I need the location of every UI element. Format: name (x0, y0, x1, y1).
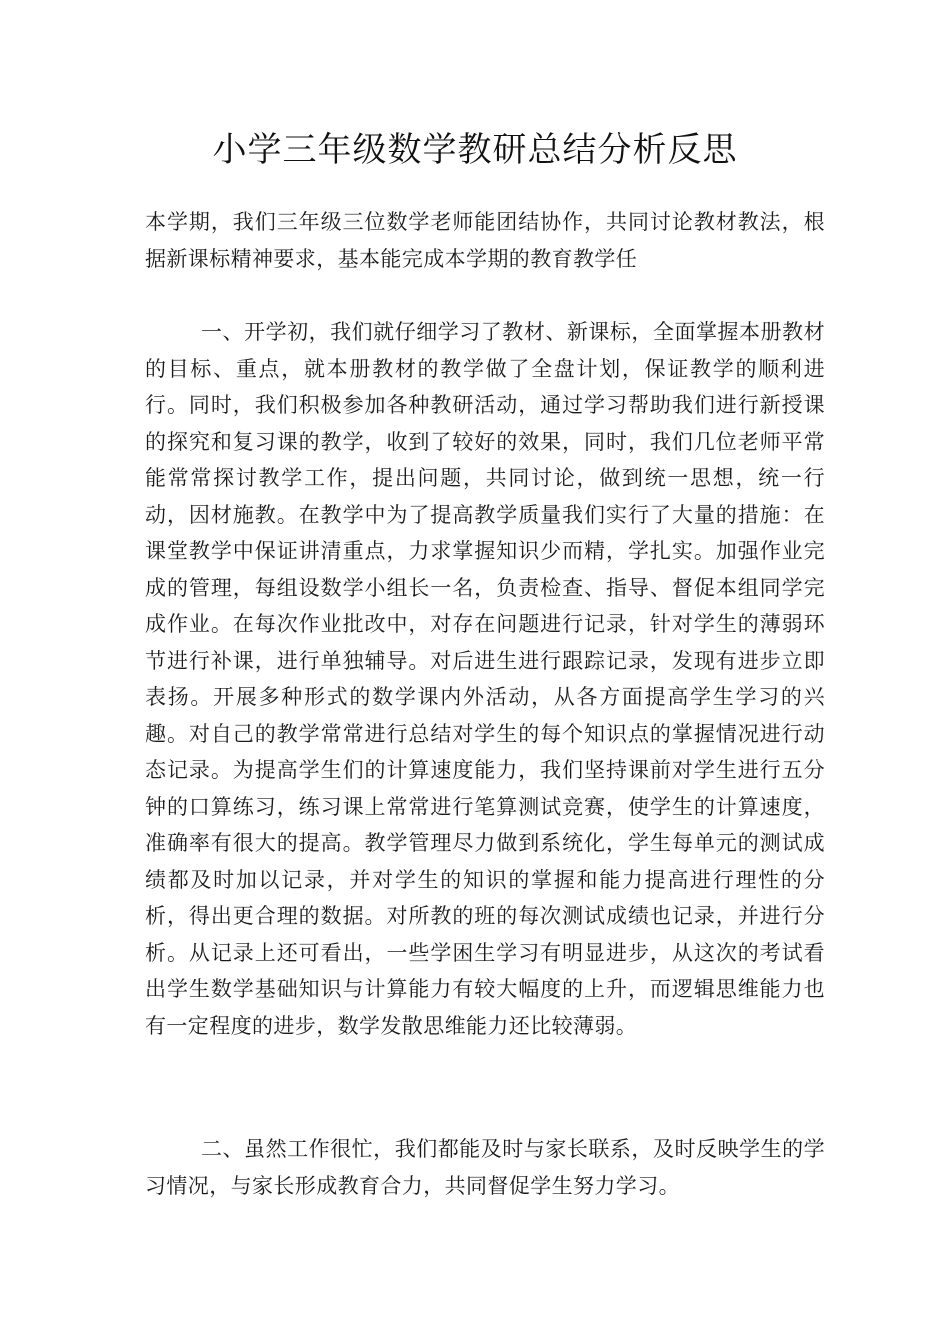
section-two-paragraph: 二、虽然工作很忙，我们都能及时与家长联系，及时反映学生的学习情况，与家长形成教育合力，共同督促学生努力学习。 (145, 1137, 825, 1198)
intro-paragraph: 本学期，我们三年级三位数学老师能团结协作，共同讨论教材教法，根据新课标精神要求，基本能完成本学期的教育教学任 (145, 210, 825, 271)
document-title: 小学三年级数学教研总结分析反思 (212, 130, 738, 170)
section-one-paragraph: 一、开学初，我们就仔细学习了教材、新课标，全面掌握本册教材的目标、重点，就本册教材的教学做了全盘计划，保证教学的顺利进行。同时，我们积极参加各种教研活动，通过学习帮助我们进行新授课的探究和复习课的教学，收到了较好的效果，同时，我们几位老师平常能常常探讨教学工作，提出问题，共同讨论，做到统一思想，统一行动，因材施教。在教学中为了提高教学质量我们实行了大量的措施：在课堂教学中保证讲清重点，力求掌握知识少而精，学扎实。加强作业完成的管理，每组设数学小组长一名，负责检查、指导、督促本组同学完成作业。在每次作业批改中，对存在问题进行记录，针对学生的薄弱环节进行补课，进行单独辅导。对后进生进行跟踪记录，发现有进步立即表扬。开展多种形式的数学课内外活动，从各方面提高学生学习的兴趣。对自己的教学常常进行总结对学生的每个知识点的掌握情况进行动态记录。为提高学生们的计算速度能力，我们坚持课前对学生进行五分钟的口算练习，练习课上常常进行笔算测试竞赛，使学生的计算速度，准确率有很大的提高。教学管理尽力做到系统化，学生每单元的测试成绩都及时加以记录，并对学生的知识的掌握和能力提高进行理性的分析，得出更合理的数据。对所教的班的每次测试成绩也记录，并进行分析。从记录上还可看出，一些学困生学习有明显进步，从这次的考试看出学生数学基础知识与计算能力有较大幅度的上升，而逻辑思维能力也有一定程度的进步，数学发散思维能力还比较薄弱。 (145, 320, 825, 1038)
